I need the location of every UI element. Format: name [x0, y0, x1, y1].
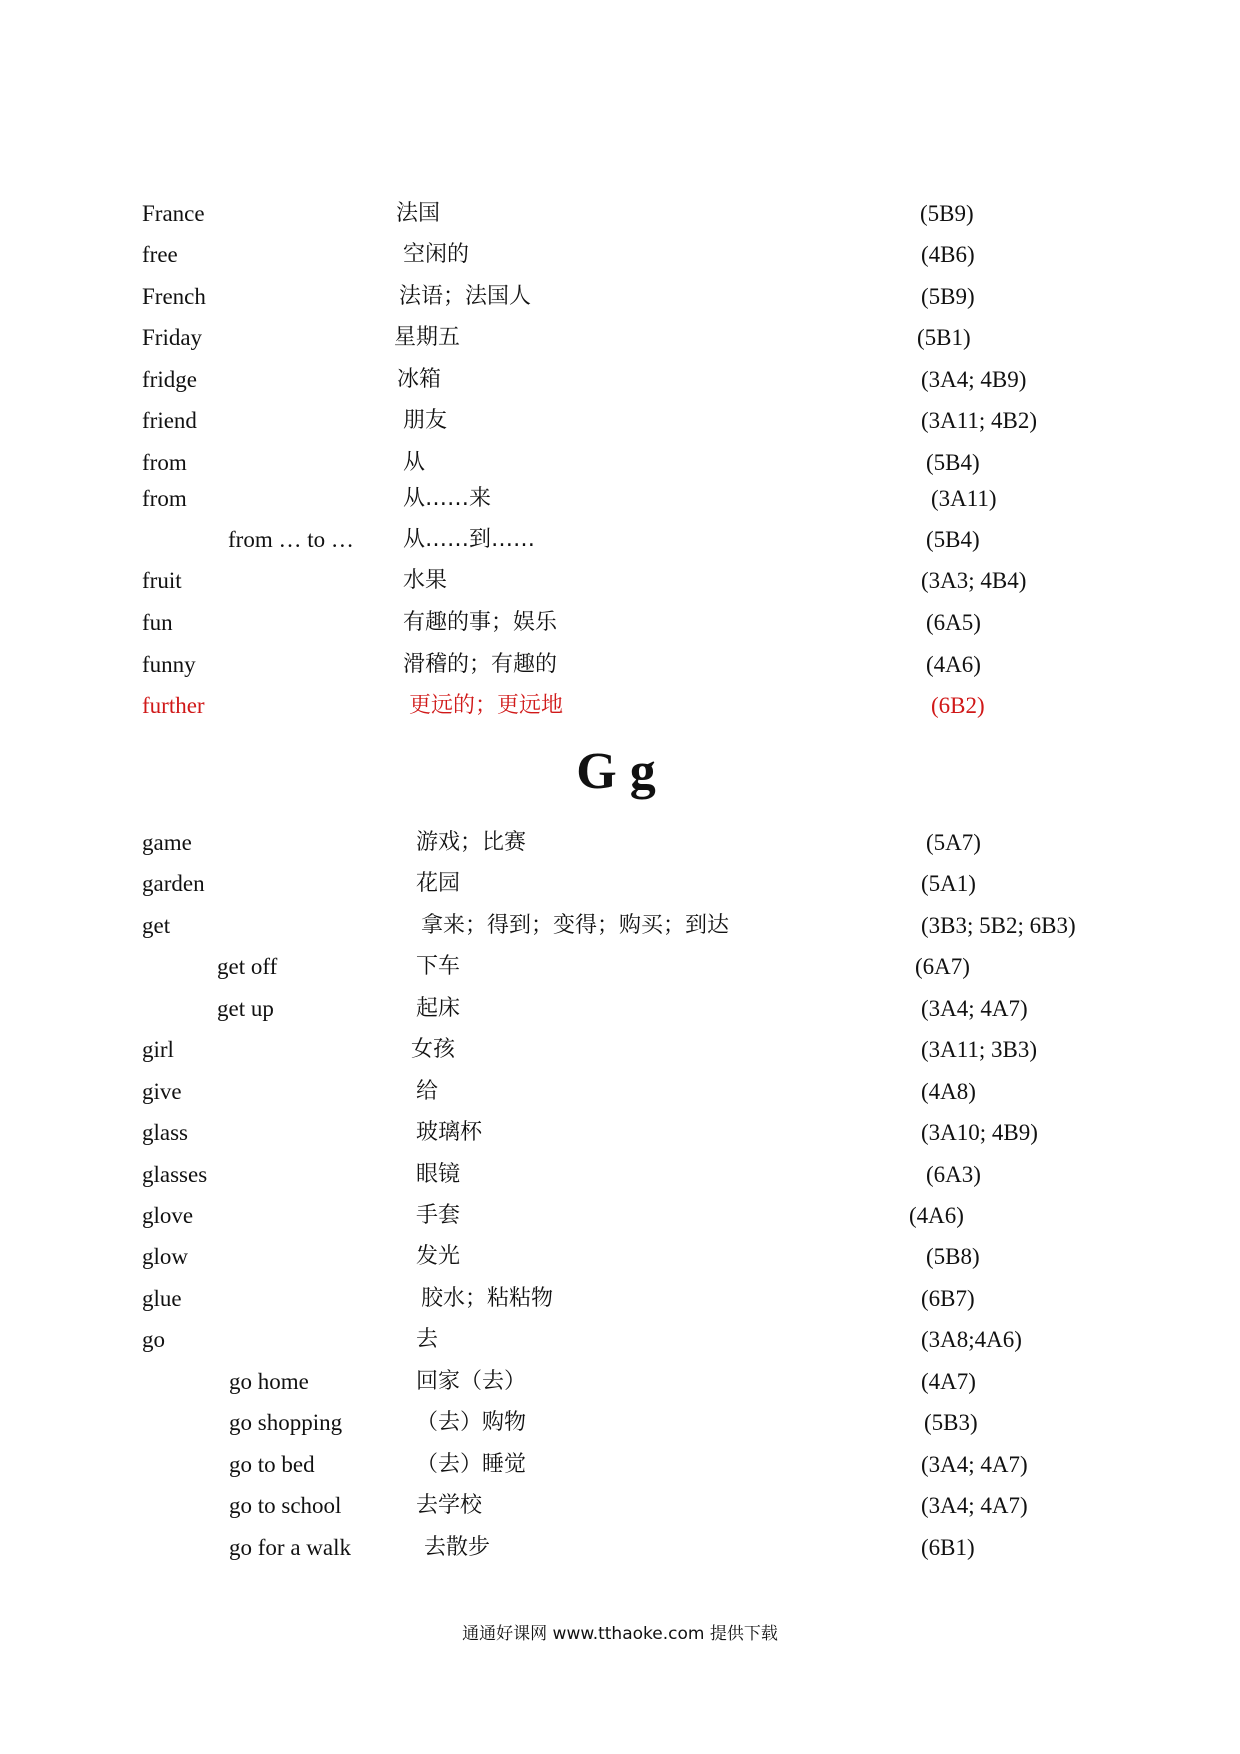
entry-meaning: 回家（去） [416, 1369, 527, 1394]
entry-reference: (4A7) [921, 1369, 976, 1394]
entry-reference: (4A6) [926, 652, 981, 677]
entry-meaning: 拿来；得到；变得；购买；到达 [421, 913, 730, 938]
list-item [0, 1403, 1240, 1443]
entry-meaning: 去 [416, 1327, 439, 1352]
entry-reference: (4A8) [921, 1079, 976, 1104]
entry-meaning: （去）睡觉 [416, 1452, 527, 1477]
entry-meaning: 去学校 [416, 1493, 483, 1518]
entry-reference: (3A4; 4A7) [921, 996, 1028, 1021]
entry-meaning: 水果 [403, 568, 448, 593]
list-item [0, 1279, 1240, 1319]
list-item [0, 1155, 1240, 1195]
entry-reference: (6B7) [921, 1286, 975, 1311]
list-item [0, 603, 1240, 643]
entry-word: go shopping [229, 1410, 343, 1435]
entry-reference: (3A4; 4A7) [921, 1493, 1028, 1518]
entry-reference: (5A1) [921, 871, 976, 896]
footer-text: 通通好课网 www.tthaoke.com 提供下载 [462, 1624, 778, 1644]
entry-reference: (6A5) [926, 610, 981, 635]
list-item [0, 1030, 1240, 1070]
section-heading [0, 742, 1240, 802]
entry-word: from [142, 486, 187, 511]
list-item [0, 360, 1240, 400]
entry-word: give [142, 1079, 182, 1104]
list-item [0, 194, 1240, 234]
entry-word: French [142, 284, 206, 309]
list-item [0, 1362, 1240, 1402]
list-item [0, 1528, 1240, 1568]
entry-meaning: 胶水；粘粘物 [421, 1286, 554, 1311]
entry-meaning: 法国 [396, 201, 441, 226]
entry-word: go to bed [229, 1452, 315, 1477]
entry-reference: (5B4) [926, 527, 980, 552]
list-item [0, 1320, 1240, 1360]
list-item [0, 906, 1240, 946]
entry-word: funny [142, 652, 196, 677]
page-footer [0, 1622, 1240, 1646]
list-item [0, 1113, 1240, 1153]
list-item [0, 401, 1240, 441]
list-item [0, 277, 1240, 317]
entry-reference: (4A6) [909, 1203, 964, 1228]
entry-reference: (5B1) [917, 325, 971, 350]
list-item [0, 864, 1240, 904]
list-item [0, 989, 1240, 1029]
entry-word: go [142, 1327, 165, 1352]
entry-word: fruit [142, 568, 182, 593]
entry-word: go home [229, 1369, 309, 1394]
entry-meaning: 星期五 [394, 325, 461, 350]
section-heading-text: G g [576, 743, 656, 800]
entry-word: further [142, 693, 205, 718]
entry-meaning: （去）购物 [416, 1410, 527, 1435]
entry-reference: (3B3; 5B2; 6B3) [921, 913, 1076, 938]
entry-word: girl [142, 1037, 174, 1062]
entry-reference: (5B8) [926, 1244, 980, 1269]
entry-reference: (4B6) [921, 242, 975, 267]
list-item [0, 318, 1240, 358]
entry-word: from [142, 450, 187, 475]
entry-reference: (3A11; 3B3) [921, 1037, 1038, 1062]
entry-word: glass [142, 1120, 188, 1145]
entry-word: get off [217, 954, 278, 979]
entry-word: glue [142, 1286, 182, 1311]
entry-reference: (3A8;4A6) [921, 1327, 1022, 1352]
entry-reference: (3A3; 4B4) [921, 568, 1027, 593]
entry-word: fun [142, 610, 173, 635]
entry-meaning: 法语；法国人 [399, 284, 532, 309]
entry-meaning: 从 [403, 450, 426, 475]
list-item [0, 947, 1240, 987]
entry-meaning: 玻璃杯 [416, 1120, 483, 1145]
entry-meaning: 从……到…… [403, 527, 536, 552]
entry-word: go for a walk [229, 1535, 351, 1560]
list-item [0, 823, 1240, 863]
entry-word: friend [142, 408, 197, 433]
list-item [0, 1445, 1240, 1485]
list-item [0, 479, 1240, 519]
entry-word: glasses [142, 1162, 208, 1187]
entry-reference: (5B4) [926, 450, 980, 475]
entry-word: glove [142, 1203, 194, 1228]
list-item [0, 443, 1240, 483]
entry-word: free [142, 242, 178, 267]
entry-meaning: 下车 [416, 954, 461, 979]
entry-reference: (3A4; 4B9) [921, 367, 1027, 392]
entry-word: France [142, 201, 205, 226]
entry-meaning: 手套 [416, 1203, 461, 1228]
list-item [0, 1196, 1240, 1236]
list-item [0, 520, 1240, 560]
entry-meaning: 发光 [416, 1244, 461, 1269]
entry-reference: (5A7) [926, 830, 981, 855]
list-item [0, 235, 1240, 275]
entry-meaning: 冰箱 [397, 367, 442, 392]
entry-word: get up [217, 996, 274, 1021]
entry-meaning: 有趣的事；娱乐 [403, 610, 558, 635]
entry-word: Friday [142, 325, 203, 350]
entry-reference: (6B1) [921, 1535, 975, 1560]
list-item [0, 1072, 1240, 1112]
entry-meaning: 更远的；更远地 [409, 693, 564, 718]
entry-word: glow [142, 1244, 188, 1269]
list-item-highlighted [0, 686, 1240, 726]
entry-meaning: 朋友 [403, 408, 448, 433]
entry-reference: (5B9) [921, 284, 975, 309]
list-item [0, 1237, 1240, 1277]
entry-reference: (6A3) [926, 1162, 981, 1187]
entry-meaning: 女孩 [411, 1037, 456, 1062]
entry-word: from … to … [228, 527, 354, 552]
entry-meaning: 给 [416, 1079, 439, 1104]
entry-meaning: 花园 [416, 871, 461, 896]
entry-reference: (5B9) [920, 201, 974, 226]
entry-word: garden [142, 871, 205, 896]
entry-reference: (3A10; 4B9) [921, 1120, 1038, 1145]
list-item [0, 1486, 1240, 1526]
entry-word: fridge [142, 367, 197, 392]
entry-meaning: 去散步 [424, 1535, 491, 1560]
entry-meaning: 空闲的 [403, 242, 470, 267]
list-item [0, 645, 1240, 685]
entry-word: game [142, 830, 192, 855]
entry-meaning: 游戏；比赛 [416, 830, 527, 855]
entry-reference: (3A11; 4B2) [921, 408, 1038, 433]
entry-reference: (6B2) [931, 693, 985, 718]
entry-word: go to school [229, 1493, 342, 1518]
entry-meaning: 眼镜 [416, 1162, 461, 1187]
list-item [0, 561, 1240, 601]
entry-meaning: 起床 [416, 996, 461, 1021]
entry-reference: (5B3) [924, 1410, 978, 1435]
entry-word: get [142, 913, 171, 938]
entry-meaning: 从……来 [403, 486, 492, 511]
entry-meaning: 滑稽的；有趣的 [403, 652, 558, 677]
entry-reference: (3A4; 4A7) [921, 1452, 1028, 1477]
entry-reference: (3A11) [931, 486, 997, 511]
entry-reference: (6A7) [915, 954, 970, 979]
